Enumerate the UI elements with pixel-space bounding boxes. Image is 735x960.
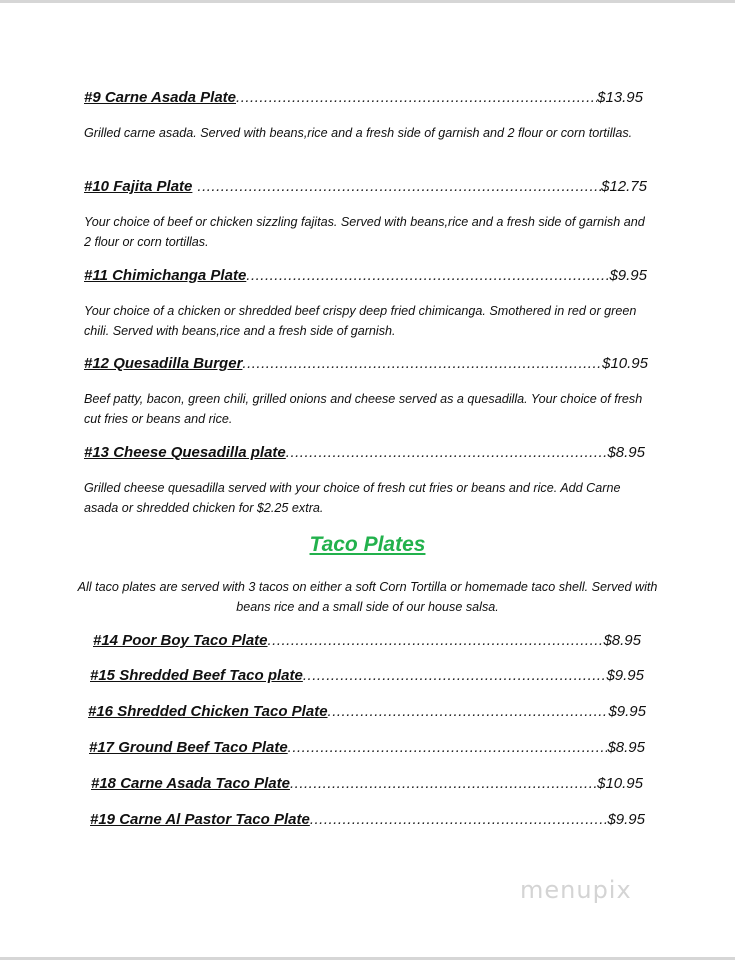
item-name: #10 Fajita Plate — [84, 178, 193, 195]
item-price: $9.95 — [606, 667, 644, 684]
item-description: Your choice of beef or chicken sizzling fajitas. Served with beans,rice and a fresh side of garnish and 2 flour or corn tortillas. — [84, 215, 645, 249]
item-name: #14 Poor Boy Taco Plate — [93, 632, 268, 649]
item-name: #13 Cheese Quesadilla plate — [84, 444, 286, 461]
item-price: $9.95 — [609, 267, 647, 284]
item-name: #18 Carne Asada Taco Plate — [91, 775, 290, 792]
dot-leader — [246, 267, 609, 284]
item-name: #12 Quesadilla Burger — [84, 355, 243, 372]
dot-leader — [328, 703, 609, 720]
item-price: $10.95 — [602, 355, 648, 372]
item-price: $9.95 — [608, 703, 646, 720]
menu-item-14 — [93, 632, 641, 649]
item-price: $12.75 — [601, 178, 647, 195]
item-price: $10.95 — [597, 775, 643, 792]
item-price: $8.95 — [607, 739, 645, 756]
dot-leader — [286, 444, 608, 461]
menu-item-19 — [90, 811, 645, 828]
item-name: #19 Carne Al Pastor Taco Plate — [90, 811, 310, 828]
menu-item-15 — [90, 667, 644, 684]
dot-leader — [197, 178, 601, 195]
section-intro: All taco plates are served with 3 tacos on either a soft Corn Tortilla or homemade taco shell. Served with beans rice and a small side of our house salsa. — [77, 580, 658, 614]
item-name: #16 Shredded Chicken Taco Plate — [88, 703, 328, 720]
menu-item-12 — [84, 355, 648, 372]
item-description: Grilled carne asada. Served with beans,rice and a fresh side of garnish and 2 flour or corn tortillas. — [84, 126, 633, 140]
section-title-taco-plates: Taco Plates — [309, 533, 426, 556]
item-price: $8.95 — [607, 444, 645, 461]
dot-leader — [310, 811, 608, 828]
item-description: Your choice of a chicken or shredded beef crispy deep fried chimicanga. Smothered in red or green chili. Served with beans,rice and a fresh side of garnish. — [84, 304, 637, 338]
menupix-watermark: menupix — [520, 876, 632, 904]
top-border — [0, 0, 735, 3]
dot-leader — [303, 667, 607, 684]
item-description: Beef patty, bacon, green chili, grilled onions and cheese served as a quesadilla. Your choice of fresh cut fries or beans and rice. — [84, 392, 643, 426]
item-name: #9 Carne Asada Plate — [84, 89, 237, 106]
item-name: #15 Shredded Beef Taco plate — [90, 667, 303, 684]
menu-item-16 — [88, 703, 646, 720]
item-price: $13.95 — [597, 89, 643, 106]
item-name: #11 Chimichanga Plate — [84, 267, 247, 284]
dot-leader — [288, 739, 608, 756]
menu-item-9 — [84, 89, 643, 106]
item-description: Grilled cheese quesadilla served with your choice of fresh cut fries or beans and rice. Add Carne asada or shredded chicken for $2.25 extra. — [84, 481, 621, 515]
menu-item-11 — [84, 267, 647, 284]
menu-item-13 — [84, 444, 645, 461]
menu-item-18 — [91, 775, 643, 792]
item-price: $9.95 — [607, 811, 645, 828]
menu-item-10 — [84, 178, 647, 195]
item-price: $8.95 — [603, 632, 641, 649]
dot-leader — [242, 355, 602, 372]
dot-leader — [236, 89, 597, 106]
dot-leader — [268, 632, 604, 649]
dot-leader — [290, 775, 597, 792]
item-name: #17 Ground Beef Taco Plate — [89, 739, 288, 756]
menu-item-17 — [89, 739, 645, 756]
